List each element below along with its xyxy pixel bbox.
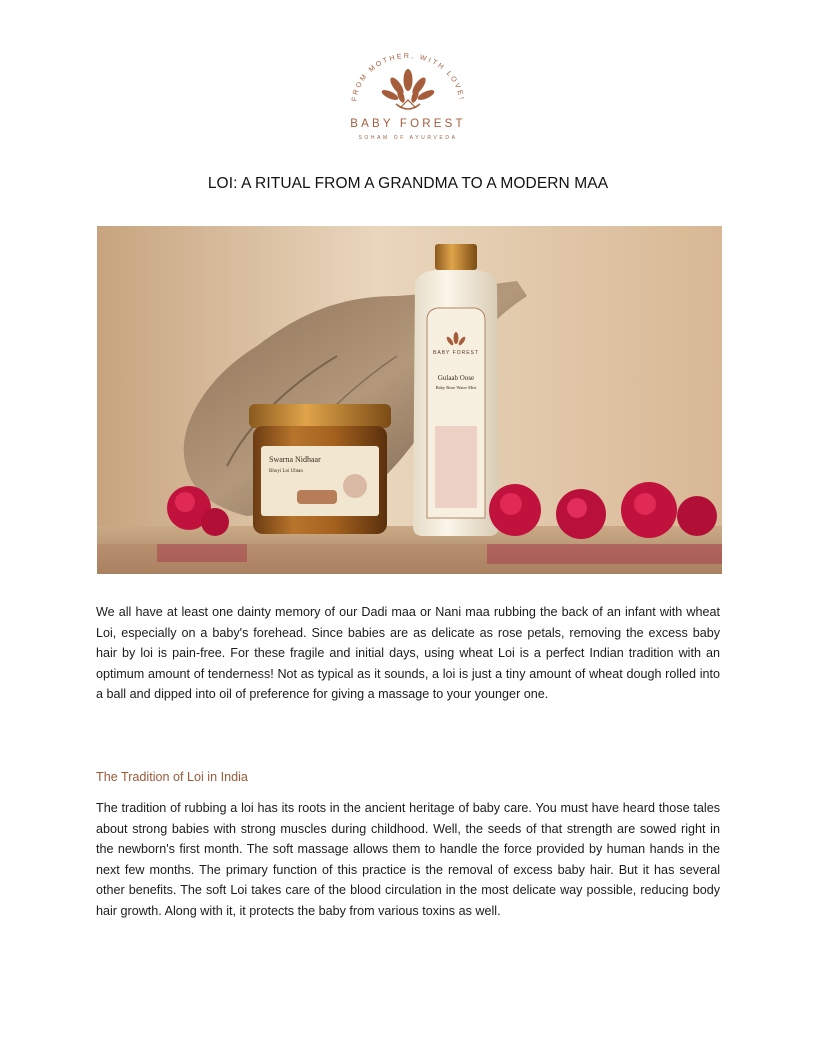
intro-paragraph: We all have at least one dainty memory of our Dadi maa or Nani maa rubbing the back of an infant with wheat Loi, especially on a baby's forehead. Since babies are as delicate as rose petals, removing the excess baby hair by loi is pain-free. For these fragile and initial days, using wheat Loi is a perfect Indian tradition with an optimum amount of tenderness! Not as typical as it sounds, a loi is just a tiny amount of wheat dough rolled into a ball and dipped into oil of preference for giving a massage to your younger one. [96,605,720,702]
lotus-logo-icon [338,50,478,146]
section-heading: The Tradition of Loi in India [96,770,248,784]
article-title: LOI: A RITUAL FROM A GRANDMA TO A MODERN MAA [207,175,609,192]
logo-arc-text: FROM MOTHER, WITH LOVE! [351,52,465,102]
jar-label-sub: Bhoyi Loi Ubtan [269,469,303,474]
jar-label-name: Swarna Nidhaar [269,455,321,464]
logo-brand-name: BABY FOREST [350,118,466,130]
section-paragraph: The tradition of rubbing a loi has its roots in the ancient heritage of baby care. You must have heard those tales about strong babies with strong muscles during childhood. Well, the seeds of that strength are sowed right in the newborn's first month. The soft massage allows them to handle the force provided by human hands in the next few months. The primary function of this practice is the removal of excess baby hair. But it has several other benefits. The soft Loi takes care of the blood circulation in the most delicate way possible, reducing body hair growth. Along with it, it protects the baby from various toxins as well. [96,801,720,918]
brand-logo [338,50,478,146]
product-photo [97,226,722,574]
bottle-label-sub: Baby Rose Water Mist [435,385,477,390]
bottle-label-name: Gulaab Oose [437,374,475,382]
logo-tagline: SOHAM OF AYURVEDA [358,135,458,141]
bottle-brand: BABY FOREST [433,350,479,356]
